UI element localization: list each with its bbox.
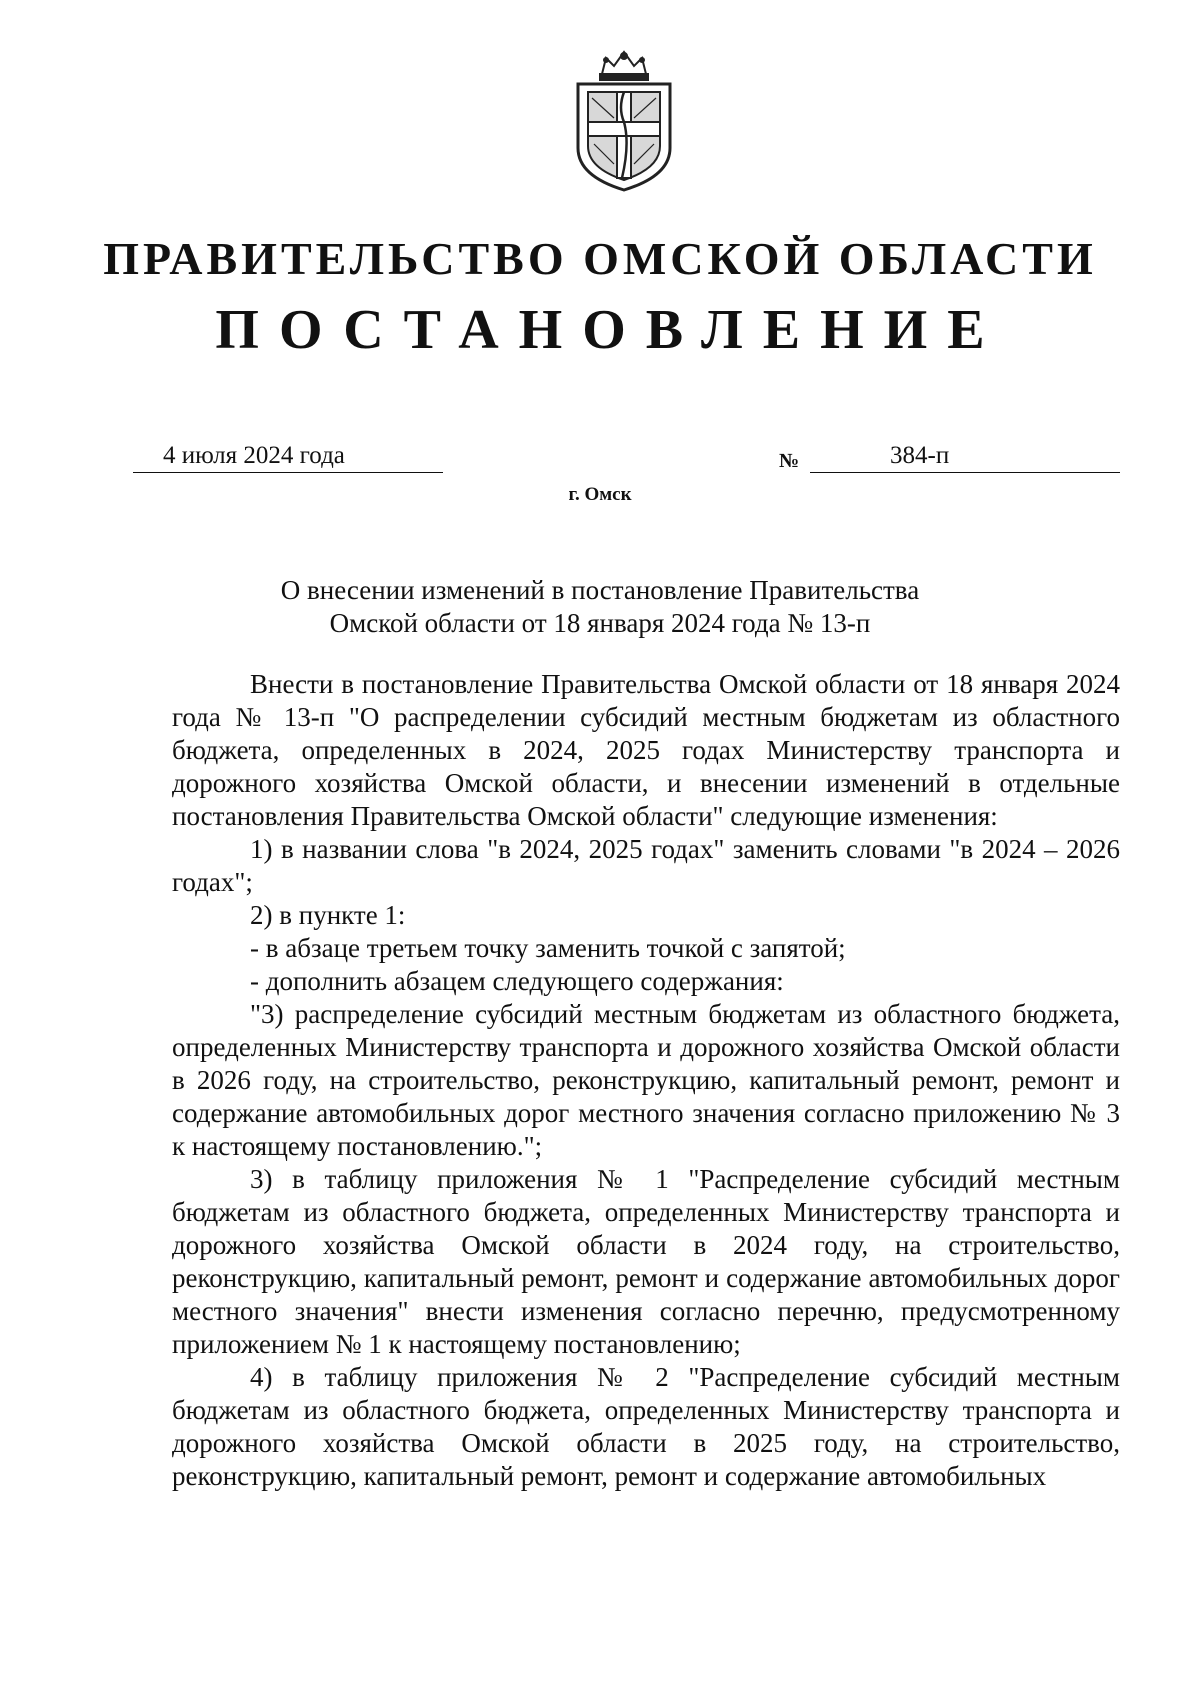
document-body (172, 668, 1120, 1493)
number-sign: № (779, 450, 800, 472)
body-paragraph: 3) в таблицу приложения № 1 "Распределение субсидий местным бюджетам из областного бюджета, определенных Министерству транспорта и дорожного хозяйства Омской области в 2024 году, на строительство, реконструкцию, капитальный ремонт, ремонт и содержание автомобильных дорог местного значения" внести изменения согласно перечню, предусмотренному приложением № 1 к настоящему постановлению; (172, 1164, 1120, 1359)
body-paragraph: 1) в названии слова "в 2024, 2025 годах" заменить словами "в 2024 – 2026 годах"; (172, 834, 1120, 897)
body-paragraph: 4) в таблицу приложения № 2 "Распределение субсидий местным бюджетам из областного бюджета, определенных Министерству транспорта и дорожного хозяйства Омской области в 2025 году, на строительство, реконструкцию, капитальный ремонт, ремонт и содержание автомобильных (172, 1362, 1120, 1491)
body-paragraph: - дополнить абзацем следующего содержания: (250, 966, 784, 996)
body-paragraph: 2) в пункте 1: (250, 900, 406, 930)
subject-line: Омской области от 18 января 2024 года № 13-п (329, 608, 871, 638)
document-subject (0, 574, 1200, 640)
subject-line: О внесении изменений в постановление Правительства (280, 575, 920, 605)
body-paragraph: Внести в постановление Правительства Омской области от 18 января 2024 года № 13-п "О распределении субсидий местным бюджетам из областного бюджета, определенных в 2024, 2025 годах Министерству транспорта и дорожного хозяйства Омской области, и внесении изменений в отдельные постановления Правительства Омской области" следующие изменения: (172, 669, 1120, 831)
document-number: 384-п (890, 442, 950, 469)
city-label: г. Омск (568, 484, 632, 505)
number-field (810, 436, 1120, 473)
coat-of-arms-icon (572, 48, 676, 194)
body-paragraph: - в абзаце третьем точку заменить точкой с запятой; (250, 933, 846, 963)
document-type-title: ПОСТАНОВЛЕНИЕ (215, 299, 1005, 361)
date-field (133, 436, 443, 473)
government-title: ПРАВИТЕЛЬСТВО ОМСКОЙ ОБЛАСТИ (103, 233, 1097, 284)
body-paragraph: "3) распределение субсидий местным бюджетам из областного бюджета, определенных Министерству транспорта и дорожного хозяйства Омской области в 2026 году, на строительство, реконструкцию, капитальный ремонт, ремонт и содержание автомобильных дорог местного значения согласно приложению № 3 к настоящему постановлению."; (172, 999, 1120, 1161)
document-date: 4 июля 2024 года (163, 442, 345, 469)
